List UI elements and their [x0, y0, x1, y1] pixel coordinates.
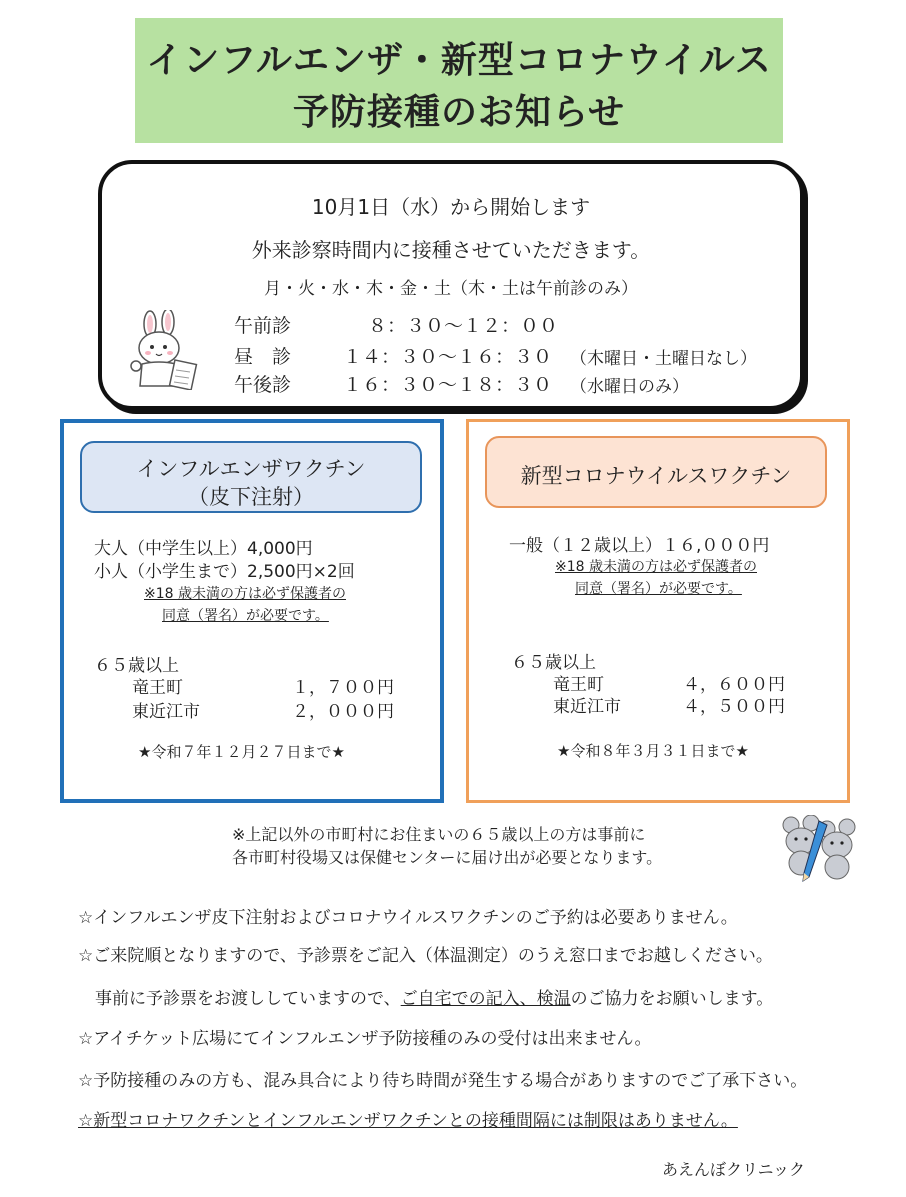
- covid-senior-price-2: ４，５００円: [683, 697, 785, 717]
- schedule-note-noon: （木曜日・土曜日なし）: [570, 349, 757, 369]
- flu-senior-town-1: 竜王町: [132, 678, 183, 698]
- covid-header: [485, 436, 827, 508]
- flu-child-price: 小人（小学生まで）2,500円×2回: [94, 562, 355, 582]
- covid-vaccine-panel: [466, 419, 850, 803]
- flu-senior-price-2: ２，０００円: [292, 702, 394, 722]
- flu-deadline: ★令和７年１２月２７日まで★: [138, 743, 345, 761]
- schedule-note-afternoon: （水曜日のみ）: [570, 377, 689, 397]
- open-days: 月・火・水・木・金・土（木・土は午前診のみ）: [264, 279, 638, 299]
- title-banner: [135, 18, 783, 143]
- flu-header: [80, 441, 422, 513]
- covid-senior-title: ６５歳以上: [511, 653, 596, 673]
- bullet-preform-underlined: ご自宅での記入、検温: [400, 989, 571, 1009]
- flu-adult-price: 大人（中学生以上）4,000円: [94, 539, 313, 559]
- covid-guardian-note-2: 同意（署名）が必要です。: [575, 581, 742, 597]
- bullet-arrival-order: ☆ご来院順となりますので、予診票をご記入（体温測定）のうえ窓口までお越しください。: [78, 946, 773, 966]
- hours-box: [98, 160, 804, 410]
- schedule-time-morning: ８：３０～１２：００: [368, 315, 559, 337]
- bullet-iticket: ☆アイチケット広場にてインフルエンザ予防接種のみの受付は出来ません。: [78, 1029, 652, 1049]
- flu-senior-town-2: 東近江市: [132, 702, 200, 722]
- flu-senior-price-1: １，７００円: [292, 678, 394, 698]
- covid-senior-town-2: 東近江市: [553, 697, 621, 717]
- rabbit-nurse-icon: [128, 310, 200, 390]
- covid-senior-price-1: ４，６００円: [683, 675, 785, 695]
- start-date: 10月1日（水）から開始します: [311, 195, 591, 219]
- mice-pencil-icon: [775, 815, 867, 885]
- flu-guardian-note-2: 同意（署名）が必要です。: [162, 608, 329, 624]
- clinic-name: あえんぼクリニック: [662, 1160, 806, 1179]
- bullet-wait-time: ☆予防接種のみの方も、混み具合により待ち時間が発生する場合がありますのでご了承下さい。: [78, 1071, 808, 1091]
- hours-notice: 外来診察時間内に接種させていただきます。: [251, 238, 651, 262]
- schedule-label-morning: 午前診: [234, 315, 292, 337]
- covid-senior-town-1: 竜王町: [553, 675, 604, 695]
- flu-senior-title: ６５歳以上: [94, 656, 179, 676]
- flu-vaccine-panel: [60, 419, 444, 803]
- schedule-time-noon: １４：３０～１６：３０: [343, 346, 553, 368]
- covid-header-title: 新型コロナウイルスワクチン: [520, 464, 792, 488]
- schedule-label-noon: 昼 診: [234, 346, 292, 368]
- covid-guardian-note-1: ※18 歳未満の方は必ず保護者の: [555, 559, 757, 575]
- bullet-no-reservation: ☆インフルエンザ皮下注射およびコロナウイルスワクチンのご予約は必要ありません。: [78, 908, 738, 928]
- schedule-time-afternoon: １６：３０～１８：３０: [343, 374, 553, 396]
- schedule-label-afternoon: 午後診: [234, 374, 292, 396]
- bullet-interval: ☆新型コロナワクチンとインフルエンザワクチンとの接種間隔には制限はありません。: [78, 1111, 738, 1131]
- title-line1: インフルエンザ・新型コロナウイルス: [146, 40, 772, 81]
- title-line2: 予防接種のお知らせ: [293, 92, 625, 133]
- residence-note-1: ※上記以外の市町村にお住まいの６５歳以上の方は事前に: [232, 825, 646, 844]
- residence-note-2: 各市町村役場又は保健センターに届け出が必要となります。: [232, 848, 663, 867]
- flu-header-subtitle: （皮下注射）: [188, 485, 314, 509]
- covid-general-price: 一般（１２歳以上）１６,０００円: [509, 536, 770, 556]
- bullet-preform-end: のご協力をお願いします。: [570, 989, 774, 1009]
- bullet-preform: [78, 984, 773, 1009]
- bullet-preform-text: 事前に予診票をお渡ししていますので、: [78, 989, 401, 1009]
- covid-deadline: ★令和８年３月３１日まで★: [557, 742, 749, 760]
- flu-header-title: インフルエンザワクチン: [136, 457, 366, 481]
- flu-guardian-note-1: ※18 歳未満の方は必ず保護者の: [144, 586, 346, 602]
